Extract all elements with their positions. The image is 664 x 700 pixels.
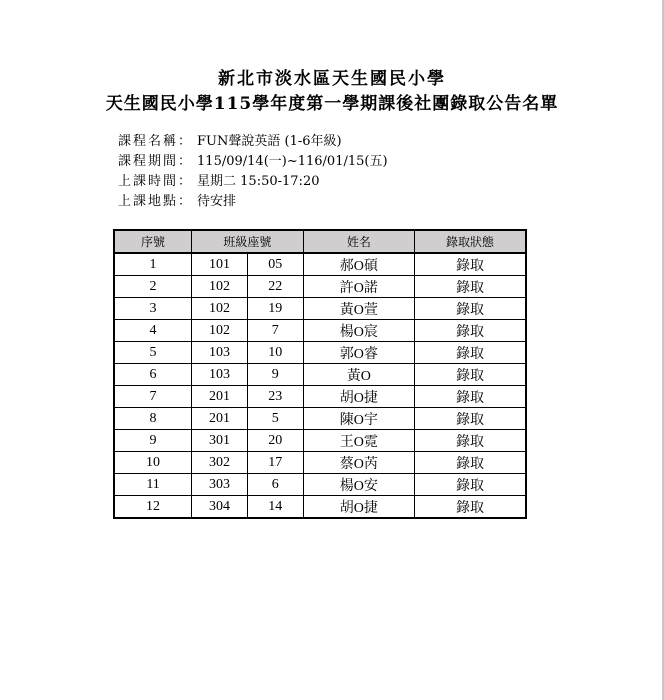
row-name: 郭O睿 <box>303 342 414 364</box>
row-class: 301 <box>192 430 248 452</box>
row-seat: 7 <box>247 320 303 342</box>
row-class: 304 <box>192 496 248 519</box>
row-number: 12 <box>114 496 192 519</box>
row-number: 8 <box>114 408 192 430</box>
row-class: 302 <box>192 452 248 474</box>
row-name: 許O諾 <box>303 276 414 298</box>
row-status: 錄取 <box>415 298 526 320</box>
row-number: 2 <box>114 276 192 298</box>
course-name-row <box>118 132 388 152</box>
row-status: 錄取 <box>415 253 526 276</box>
class-time-label: 上課時間 <box>118 174 179 189</box>
course-info <box>118 132 388 212</box>
row-class: 101 <box>192 253 248 276</box>
row-seat: 23 <box>247 386 303 408</box>
row-status: 錄取 <box>415 364 526 386</box>
row-number: 6 <box>114 364 192 386</box>
course-period-value: 115/09/14(一)~116/01/15(五) <box>197 154 388 169</box>
course-name-label: 課程名稱 <box>118 134 179 149</box>
row-status: 錄取 <box>415 276 526 298</box>
header-status: 錄取狀態 <box>415 230 526 253</box>
table-header-row <box>114 230 526 253</box>
row-name: 楊O宸 <box>303 320 414 342</box>
row-seat: 5 <box>247 408 303 430</box>
row-status: 錄取 <box>415 474 526 496</box>
row-name: 黃O <box>303 364 414 386</box>
table-row <box>114 496 526 519</box>
row-number: 5 <box>114 342 192 364</box>
row-seat: 10 <box>247 342 303 364</box>
row-name: 楊O安 <box>303 474 414 496</box>
table-row <box>114 298 526 320</box>
row-name: 陳O宇 <box>303 408 414 430</box>
row-number: 1 <box>114 253 192 276</box>
row-class: 102 <box>192 320 248 342</box>
row-seat: 19 <box>247 298 303 320</box>
course-period-row <box>118 152 388 172</box>
row-name: 王O霓 <box>303 430 414 452</box>
row-status: 錄取 <box>415 320 526 342</box>
row-number: 9 <box>114 430 192 452</box>
row-seat: 9 <box>247 364 303 386</box>
table-row <box>114 253 526 276</box>
table-row <box>114 474 526 496</box>
row-class: 103 <box>192 364 248 386</box>
row-status: 錄取 <box>415 408 526 430</box>
class-location-label: 上課地點 <box>118 194 179 209</box>
row-status: 錄取 <box>415 452 526 474</box>
row-name: 胡O捷 <box>303 496 414 519</box>
class-location-row <box>118 192 388 212</box>
table-row <box>114 430 526 452</box>
school-name: 新北市淡水區天生國民小學 <box>218 69 446 89</box>
row-number: 10 <box>114 452 192 474</box>
class-location-separator: ： <box>178 194 192 209</box>
row-status: 錄取 <box>415 342 526 364</box>
row-number: 11 <box>114 474 192 496</box>
document-title: 天生國民小學115學年度第一學期課後社團錄取公告名單 <box>105 94 559 114</box>
course-name-separator: ： <box>178 134 192 149</box>
header-number: 序號 <box>114 230 192 253</box>
row-status: 錄取 <box>415 496 526 519</box>
row-name: 黃O萱 <box>303 298 414 320</box>
row-seat: 20 <box>247 430 303 452</box>
row-class: 102 <box>192 298 248 320</box>
row-name: 蔡O芮 <box>303 452 414 474</box>
table-row <box>114 408 526 430</box>
row-status: 錄取 <box>415 430 526 452</box>
row-class: 303 <box>192 474 248 496</box>
course-period-separator: ： <box>178 154 192 169</box>
row-seat: 14 <box>247 496 303 519</box>
row-seat: 22 <box>247 276 303 298</box>
row-seat: 17 <box>247 452 303 474</box>
row-class: 103 <box>192 342 248 364</box>
row-seat: 6 <box>247 474 303 496</box>
table-body <box>114 253 526 518</box>
table-row <box>114 386 526 408</box>
table-row <box>114 276 526 298</box>
header-class-seat: 班級座號 <box>192 230 304 253</box>
row-class: 102 <box>192 276 248 298</box>
admission-table <box>113 229 527 519</box>
row-name: 郝O碩 <box>303 253 414 276</box>
row-class: 201 <box>192 386 248 408</box>
class-location-value: 待安排 <box>197 194 237 209</box>
table-row <box>114 342 526 364</box>
course-period-label: 課程期間 <box>118 154 179 169</box>
row-name: 胡O捷 <box>303 386 414 408</box>
class-time-separator: ： <box>178 174 192 189</box>
table-row <box>114 320 526 342</box>
row-seat: 05 <box>247 253 303 276</box>
table-row <box>114 364 526 386</box>
class-time-value: 星期二 15:50-17:20 <box>197 174 320 189</box>
row-number: 3 <box>114 298 192 320</box>
row-class: 201 <box>192 408 248 430</box>
header-name: 姓名 <box>303 230 414 253</box>
course-name-value: FUN聲說英語 (1-6年級) <box>197 134 342 149</box>
row-status: 錄取 <box>415 386 526 408</box>
table-row <box>114 452 526 474</box>
class-time-row <box>118 172 388 192</box>
row-number: 7 <box>114 386 192 408</box>
row-number: 4 <box>114 320 192 342</box>
